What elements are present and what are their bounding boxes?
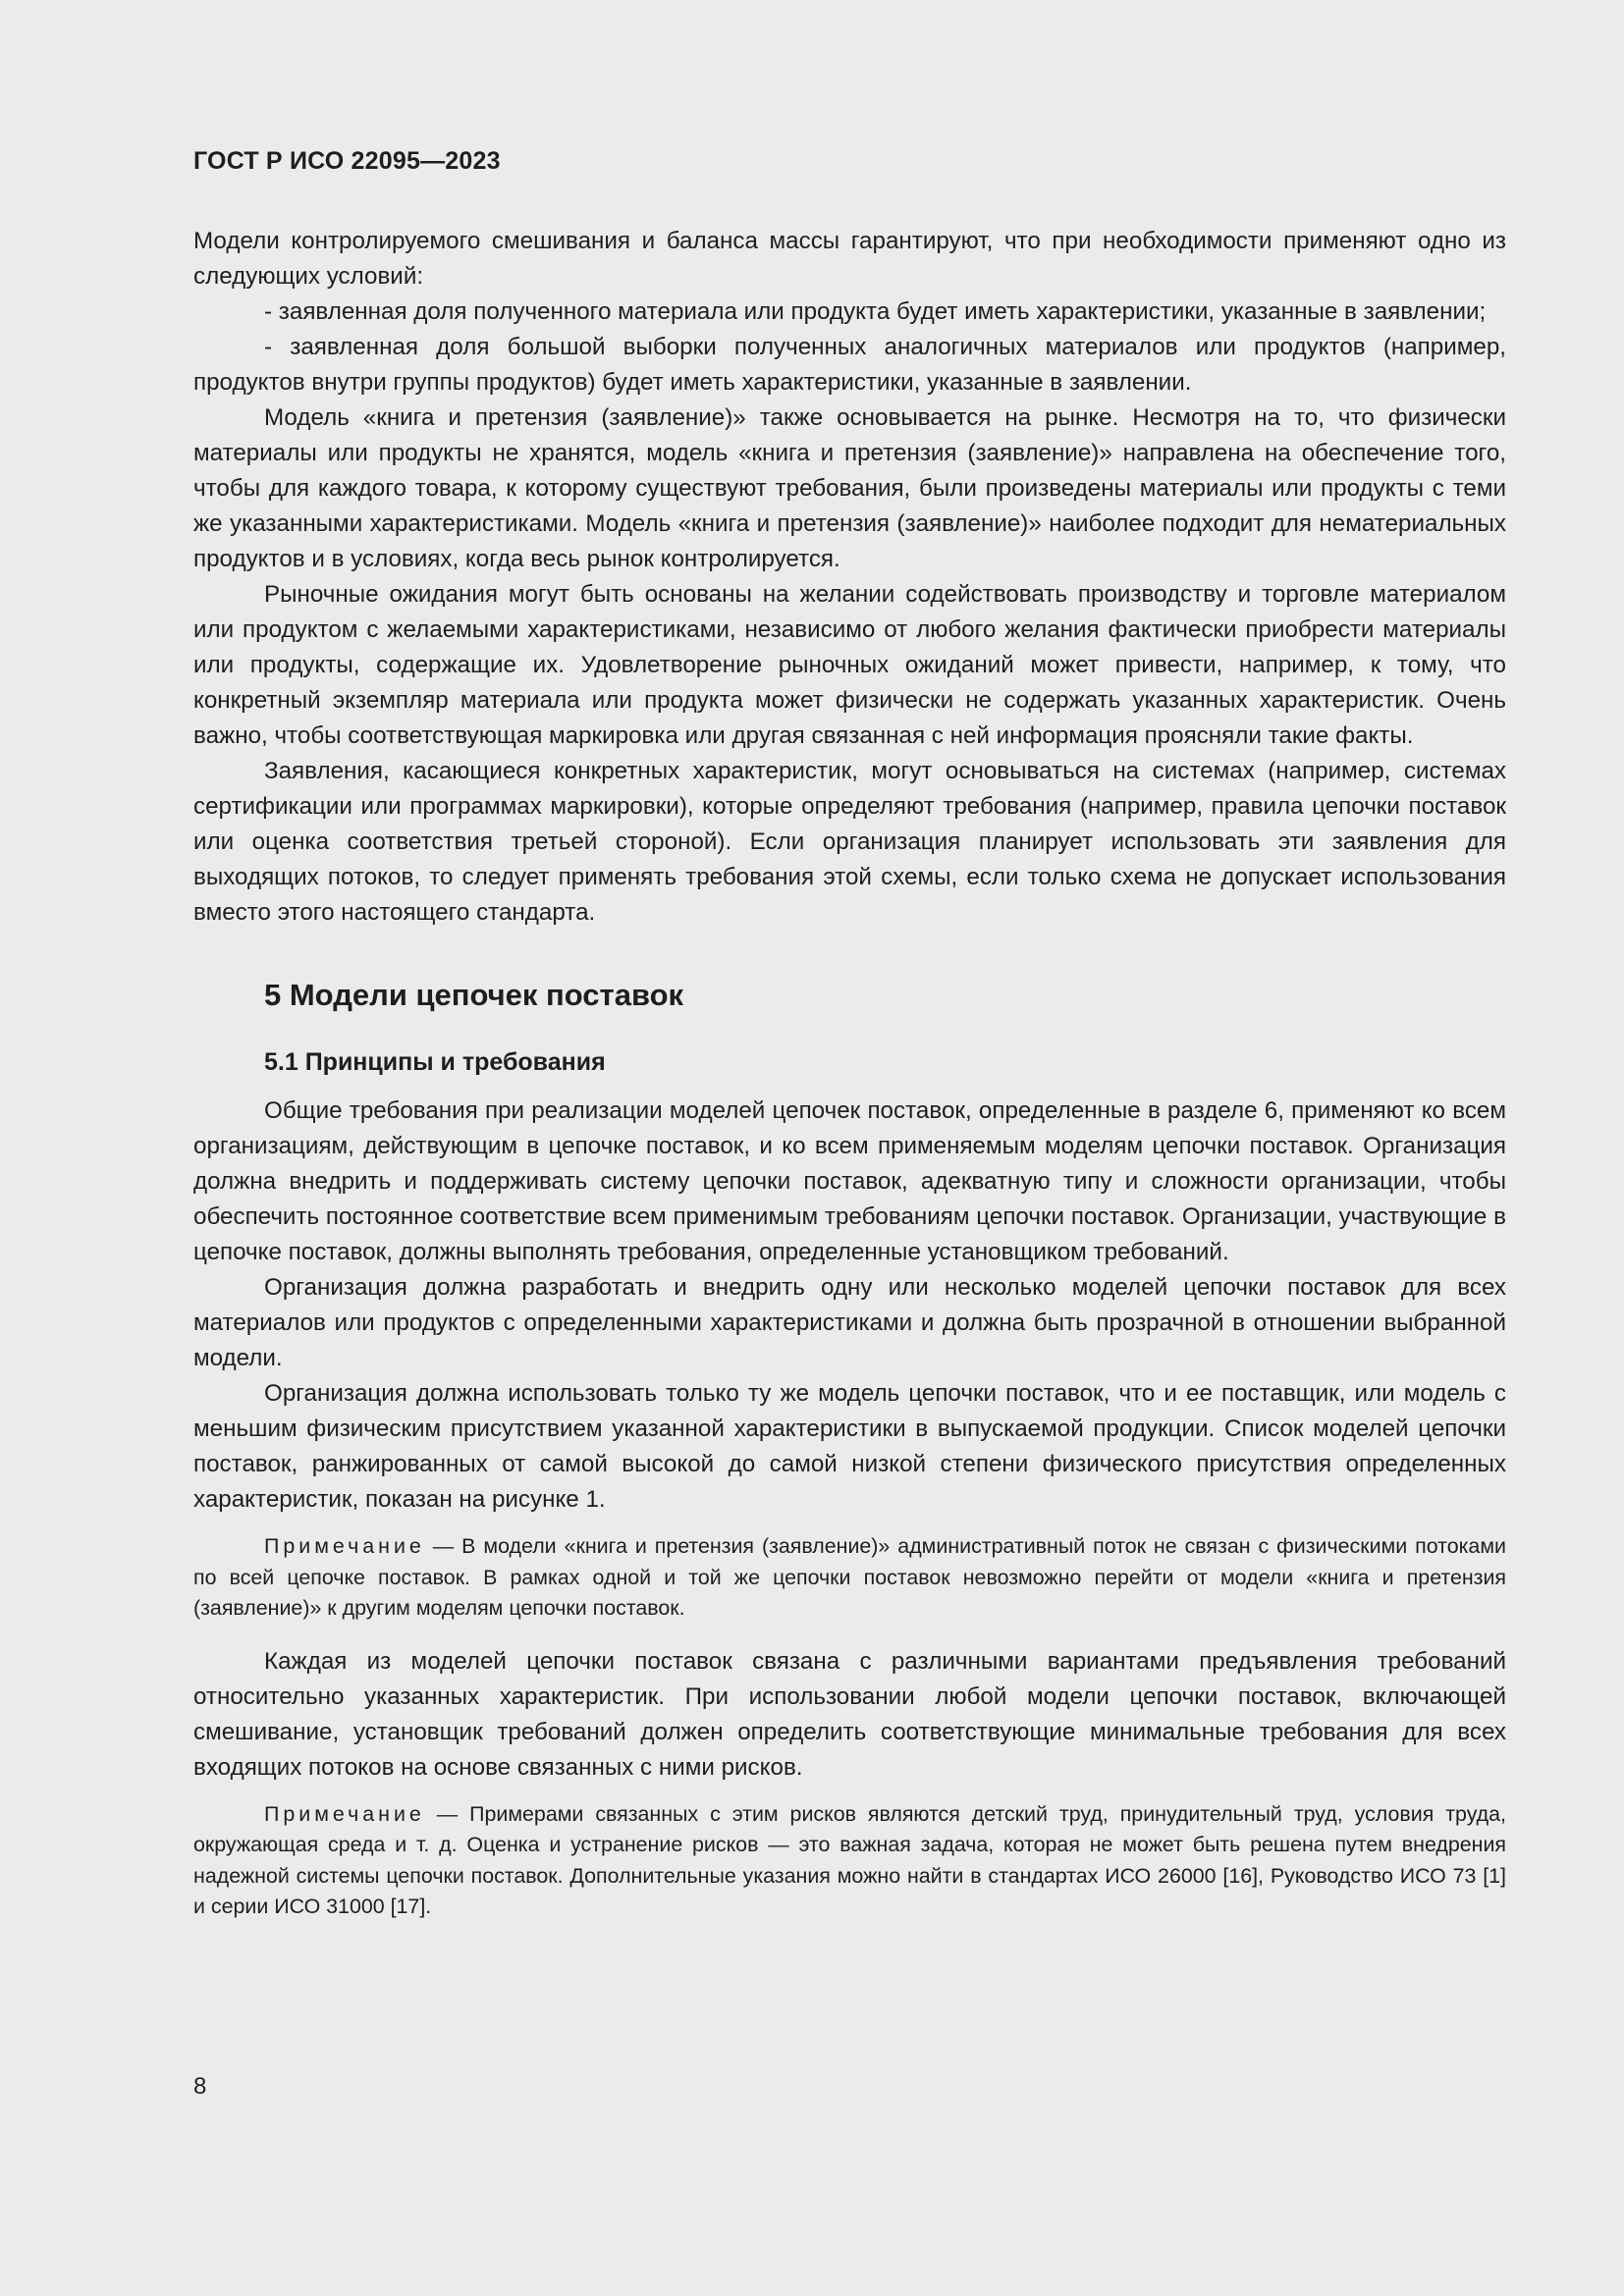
note-text: — Примерами связанных с этим рисков являются детский труд, принудительный труд, условия труда, окружающая среда и т. д. Оценка и устранение рисков — это важная задача, которая не может быть решена путем внедрения надежной системы цепочки поставок. Дополнительные указания можно найти в стандартах ИСО 26000 [16], Руководство ИСО 73 [1] и серии ИСО 31000 [17]. [193, 1801, 1506, 1918]
note-label: Примечание [264, 1801, 425, 1826]
document-body [193, 224, 1506, 1923]
list-item: - заявленная доля полученного материала или продукта будет иметь характеристики, указанные в заявлении; [264, 298, 1487, 325]
paragraph: Рыночные ожидания могут быть основаны на желании содействовать производству и торговле материалом или продуктом с желаемыми характеристиками, независимо от любого желания фактически приобрести материалы или продукты, содержащие их. Удовлетворение рыночных ожиданий может привести, например, к тому, что конкретный экземпляр материала или продукта может физически не содержать указанных характеристик. Очень важно, чтобы соответствующая маркировка или другая связанная с ней информация проясняли такие факты. [193, 581, 1506, 749]
subsection-heading: 5.1 Принципы и требования [264, 1048, 606, 1076]
page-number: 8 [193, 2073, 207, 2100]
paragraph: Общие требования при реализации моделей цепочек поставок, определенные в разделе 6, применяют ко всем организациям, действующим в цепочке поставок, и ко всем применяемым моделям цепочки поставок. Организация должна внедрить и поддерживать систему цепочки поставок, адекватную типу и сложности организации, чтобы обеспечить постоянное соответствие всем применимым требованиям цепочки поставок. Организации, участвующие в цепочке поставок, должны выполнять требования, определенные установщиком требований. [193, 1097, 1506, 1265]
note-label: Примечание [264, 1534, 425, 1558]
list-item: - заявленная доля большой выборки полученных аналогичных материалов или продуктов (например, продуктов внутри группы продуктов) будет иметь характеристики, указанные в заявлении. [193, 334, 1506, 396]
paragraph: Организация должна разработать и внедрить одну или несколько моделей цепочки поставок для всех материалов или продуктов с определенными характеристиками и должна быть прозрачной в отношении выбранной модели. [193, 1274, 1506, 1371]
paragraph: Каждая из моделей цепочки поставок связана с различными вариантами предъявления требований относительно указанных характеристик. При использовании любой модели цепочки поставок, включающей смешивание, установщик требований должен определить соответствующие минимальные требования для всех входящих потоков на основе связанных с ними рисков. [193, 1647, 1506, 1781]
note [193, 1799, 1506, 1923]
section-heading: 5 Модели цепочек поставок [264, 978, 684, 1012]
paragraph: Заявления, касающиеся конкретных характеристик, могут основываться на системах (например, системах сертификации или программах маркировки), которые определяют требования (например, правила цепочки поставок или оценка соответствия третьей стороной). Если организация планирует использовать эти заявления для выходящих потоков, то следует применять требования этой схемы, если только схема не допускает использования вместо этого настоящего стандарта. [193, 758, 1506, 926]
paragraph: Модели контролируемого смешивания и баланса массы гарантируют, что при необходимости применяют одно из следующих условий: [193, 228, 1506, 290]
paragraph: Модель «книга и претензия (заявление)» также основывается на рынке. Несмотря на то, что физически материалы или продукты не хранятся, модель «книга и претензия (заявление)» направлена на обеспечение того, чтобы для каждого товара, к которому существуют требования, были произведены материалы или продукты с теми же указанными характеристиками. Модель «книга и претензия (заявление)» наиболее подходит для нематериальных продуктов и в условиях, когда весь рынок контролируется. [193, 404, 1506, 572]
note-text: — В модели «книга и претензия (заявление)» административный поток не связан с физическими потоками по всей цепочке поставок. В рамках одной и той же цепочки поставок невозможно перейти от модели «книга и претензия (заявление)» к другим моделям цепочки поставок. [193, 1534, 1506, 1620]
document-header: ГОСТ Р ИСО 22095—2023 [193, 147, 501, 175]
paragraph: Организация должна использовать только ту же модель цепочки поставок, что и ее поставщик, или модель с меньшим физическим присутствием указанной характеристики в выпускаемой продукции. Список моделей цепочки поставок, ранжированных от самой высокой до самой низкой степени физического присутствия определенных характеристик, показан на рисунке 1. [193, 1380, 1506, 1513]
note [193, 1531, 1506, 1625]
